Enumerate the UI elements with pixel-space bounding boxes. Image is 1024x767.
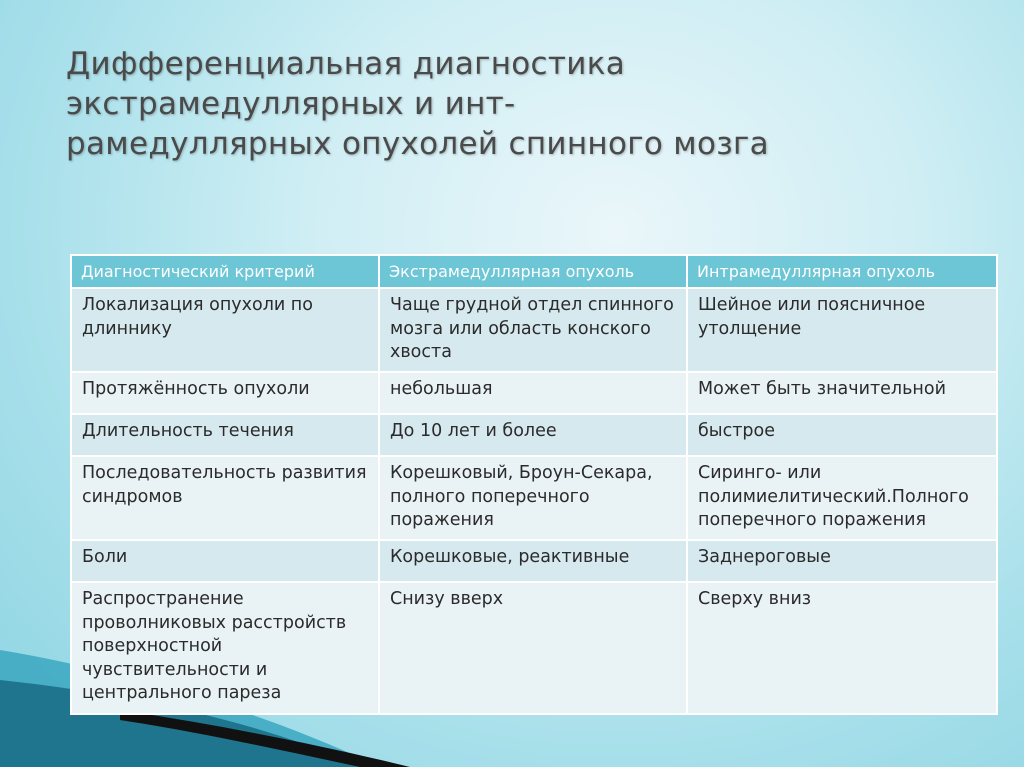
cell-intramedullary: Шейное или поясничное утолщение (687, 288, 997, 372)
table-row (71, 414, 997, 456)
cell-extramedullary: Корешковые, реактивные (379, 540, 687, 582)
cell-criterion: Боли (71, 540, 379, 582)
table-row (71, 540, 997, 582)
table-row (71, 582, 997, 714)
comparison-table-container (70, 254, 996, 715)
header-criterion: Диагностический критерий (71, 255, 379, 288)
comparison-table (70, 254, 998, 715)
table-row (71, 372, 997, 414)
cell-criterion: Длительность течения (71, 414, 379, 456)
cell-extramedullary: Снизу вверх (379, 582, 687, 714)
cell-extramedullary: небольшая (379, 372, 687, 414)
cell-intramedullary: Заднероговые (687, 540, 997, 582)
cell-intramedullary: быстрое (687, 414, 997, 456)
cell-criterion: Локализация опухоли по длиннику (71, 288, 379, 372)
title-line-2: экстрамедуллярных и инт- (66, 86, 516, 122)
table-row (71, 456, 997, 540)
cell-criterion: Последовательность развития синдромов (71, 456, 379, 540)
table-header-row (71, 255, 997, 288)
title-line-1: Дифференциальная диагностика (66, 46, 626, 82)
header-intramedullary: Интрамедуллярная опухоль (687, 255, 997, 288)
slide-title (66, 44, 966, 164)
cell-criterion: Протяжённость опухоли (71, 372, 379, 414)
cell-extramedullary: Чаще грудной отдел спинного мозга или область конского хвоста (379, 288, 687, 372)
cell-intramedullary: Может быть значительной (687, 372, 997, 414)
cell-extramedullary: До 10 лет и более (379, 414, 687, 456)
header-extramedullary: Экстрамедуллярная опухоль (379, 255, 687, 288)
cell-intramedullary: Сиринго- или полимиелитический.Полного поперечного поражения (687, 456, 997, 540)
cell-criterion: Распространение проволниковых расстройств поверхностной чувствительности и центрального пареза (71, 582, 379, 714)
cell-extramedullary: Корешковый, Броун-Секара, полного поперечного поражения (379, 456, 687, 540)
cell-intramedullary: Сверху вниз (687, 582, 997, 714)
title-line-3: рамедуллярных опухолей спинного мозга (66, 126, 769, 162)
table-row (71, 288, 997, 372)
